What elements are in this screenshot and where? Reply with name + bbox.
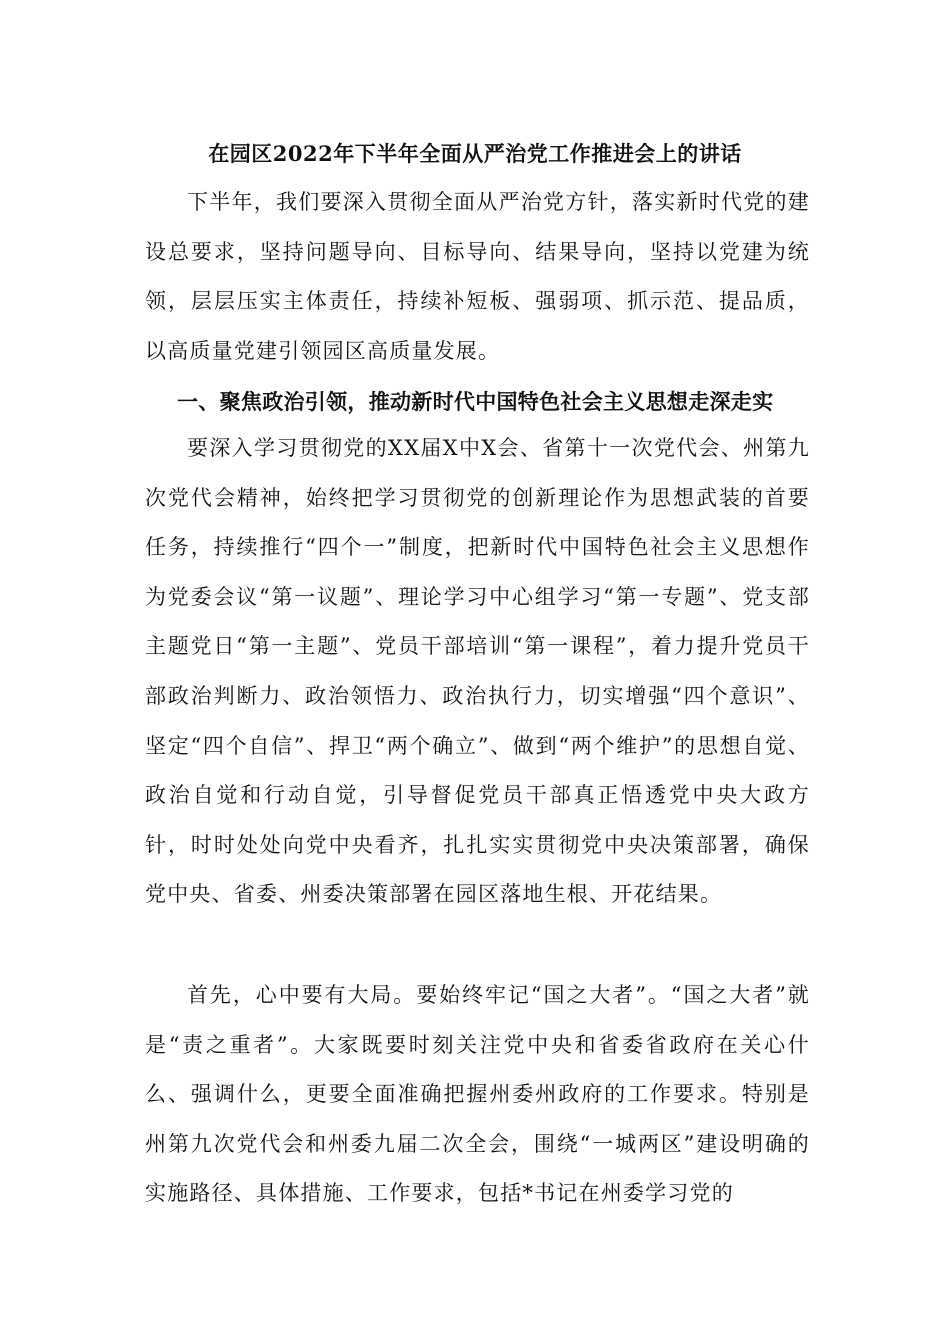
section-heading: 一、聚焦政治引领，推动新时代中国特色社会主义思想走深走实	[177, 389, 774, 414]
intro-paragraph: 下半年，我们要深入贯彻全面从严治党方针，落实新时代党的建设总要求，坚持问题导向、目标导向、结果导向，坚持以党建为统领，层层压实主体责任，持续补短板、强弱项、抓示范、提品质，以高质量党建引领园区高质量发展。	[145, 190, 810, 363]
body-paragraph: 首先，心中要有大局。要始终牢记“国之大者”。“国之大者”就是“责之重者”。大家既要时刻关注党中央和省委省政府在关心什么、强调什么，更要全面准确把握州委州政府的工作要求。特别是州第九次党代会和州委九届二次全会，围绕“一城两区”建设明确的实施路径、具体措施、工作要求，包括*书记在州委学习党的	[145, 983, 810, 1206]
body-paragraph: 要深入学习贯彻党的XX届X中X会、省第十一次党代会、州第九次党代会精神，始终把学习贯彻党的创新理论作为思想武装的首要任务，持续推行“四个一”制度，把新时代中国特色社会主义思想作为党委会议“第一议题”、理论学习中心组学习“第一专题”、党支部主题党日“第一主题”、党员干部培训“第一课程”，着力提升党员干部政治判断力、政治领悟力、政治执行力，切实增强“四个意识”、坚定“四个自信”、捍卫“两个确立”、做到“两个维护”的思想自觉、政治自觉和行动自觉，引导督促党员干部真正悟透党中央大政方针，时时处处向党中央看齐，扎扎实实贯彻党中央决策部署，确保党中央、省委、州委决策部署在园区落地生根、开花结果。	[145, 436, 810, 907]
document-title: 在园区2022年下半年全面从严治党工作推进会上的讲话	[208, 141, 742, 166]
